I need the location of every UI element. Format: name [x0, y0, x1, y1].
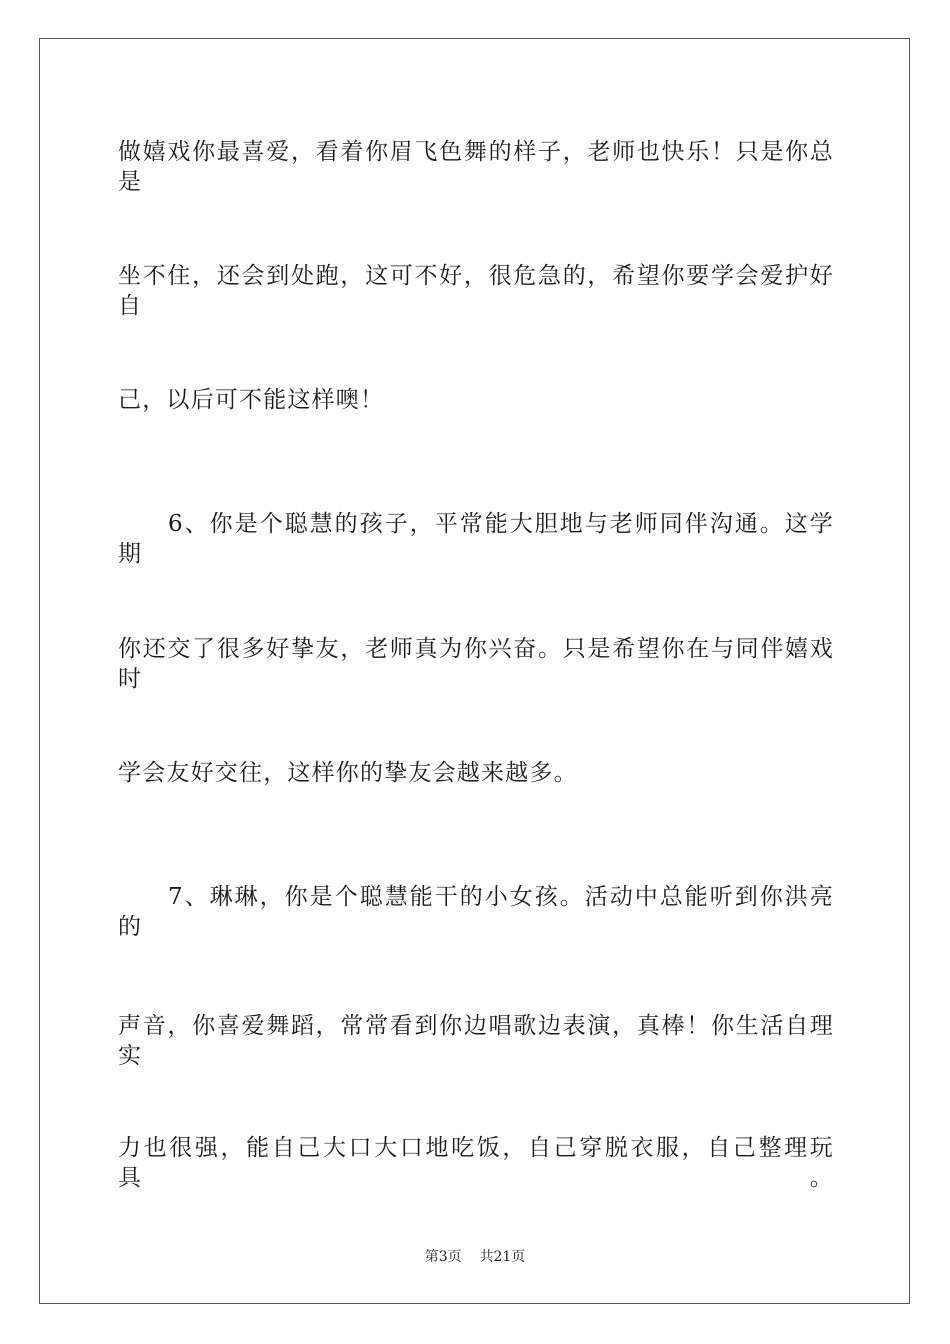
text-line-9: 力也很强，能自己大口大口地吃饭，自己穿脱衣服，自己整理玩具。	[118, 1135, 834, 1191]
text-line-8: 声音，你喜爱舞蹈，常常看到你边唱歌边表演，真棒！你生活自理实	[118, 1013, 834, 1069]
text-line-4: 6、你是个聪慧的孩子，平常能大胆地与老师同伴沟通。这学期	[118, 511, 834, 567]
page-number: 第3页	[424, 1249, 462, 1265]
text-line-6: 学会友好交往，这样你的挚友会越来越多。	[118, 760, 578, 786]
text-line-2: 坐不住，还会到处跑，这可不好，很危急的，希望你要学会爱护好自	[118, 263, 834, 319]
text-line-5: 你还交了很多好挚友，老师真为你兴奋。只是希望你在与同伴嬉戏时	[118, 636, 834, 692]
text-line-3: 己，以后可不能这样噢！	[118, 387, 385, 413]
page-total: 共21页	[479, 1249, 526, 1265]
page-footer	[0, 1247, 950, 1267]
text-line-1: 做嬉戏你最喜爱，看着你眉飞色舞的样子，老师也快乐！只是你总是	[118, 139, 834, 195]
text-line-7: 7、琳琳，你是个聪慧能干的小女孩。活动中总能听到你洪亮的	[118, 884, 834, 940]
